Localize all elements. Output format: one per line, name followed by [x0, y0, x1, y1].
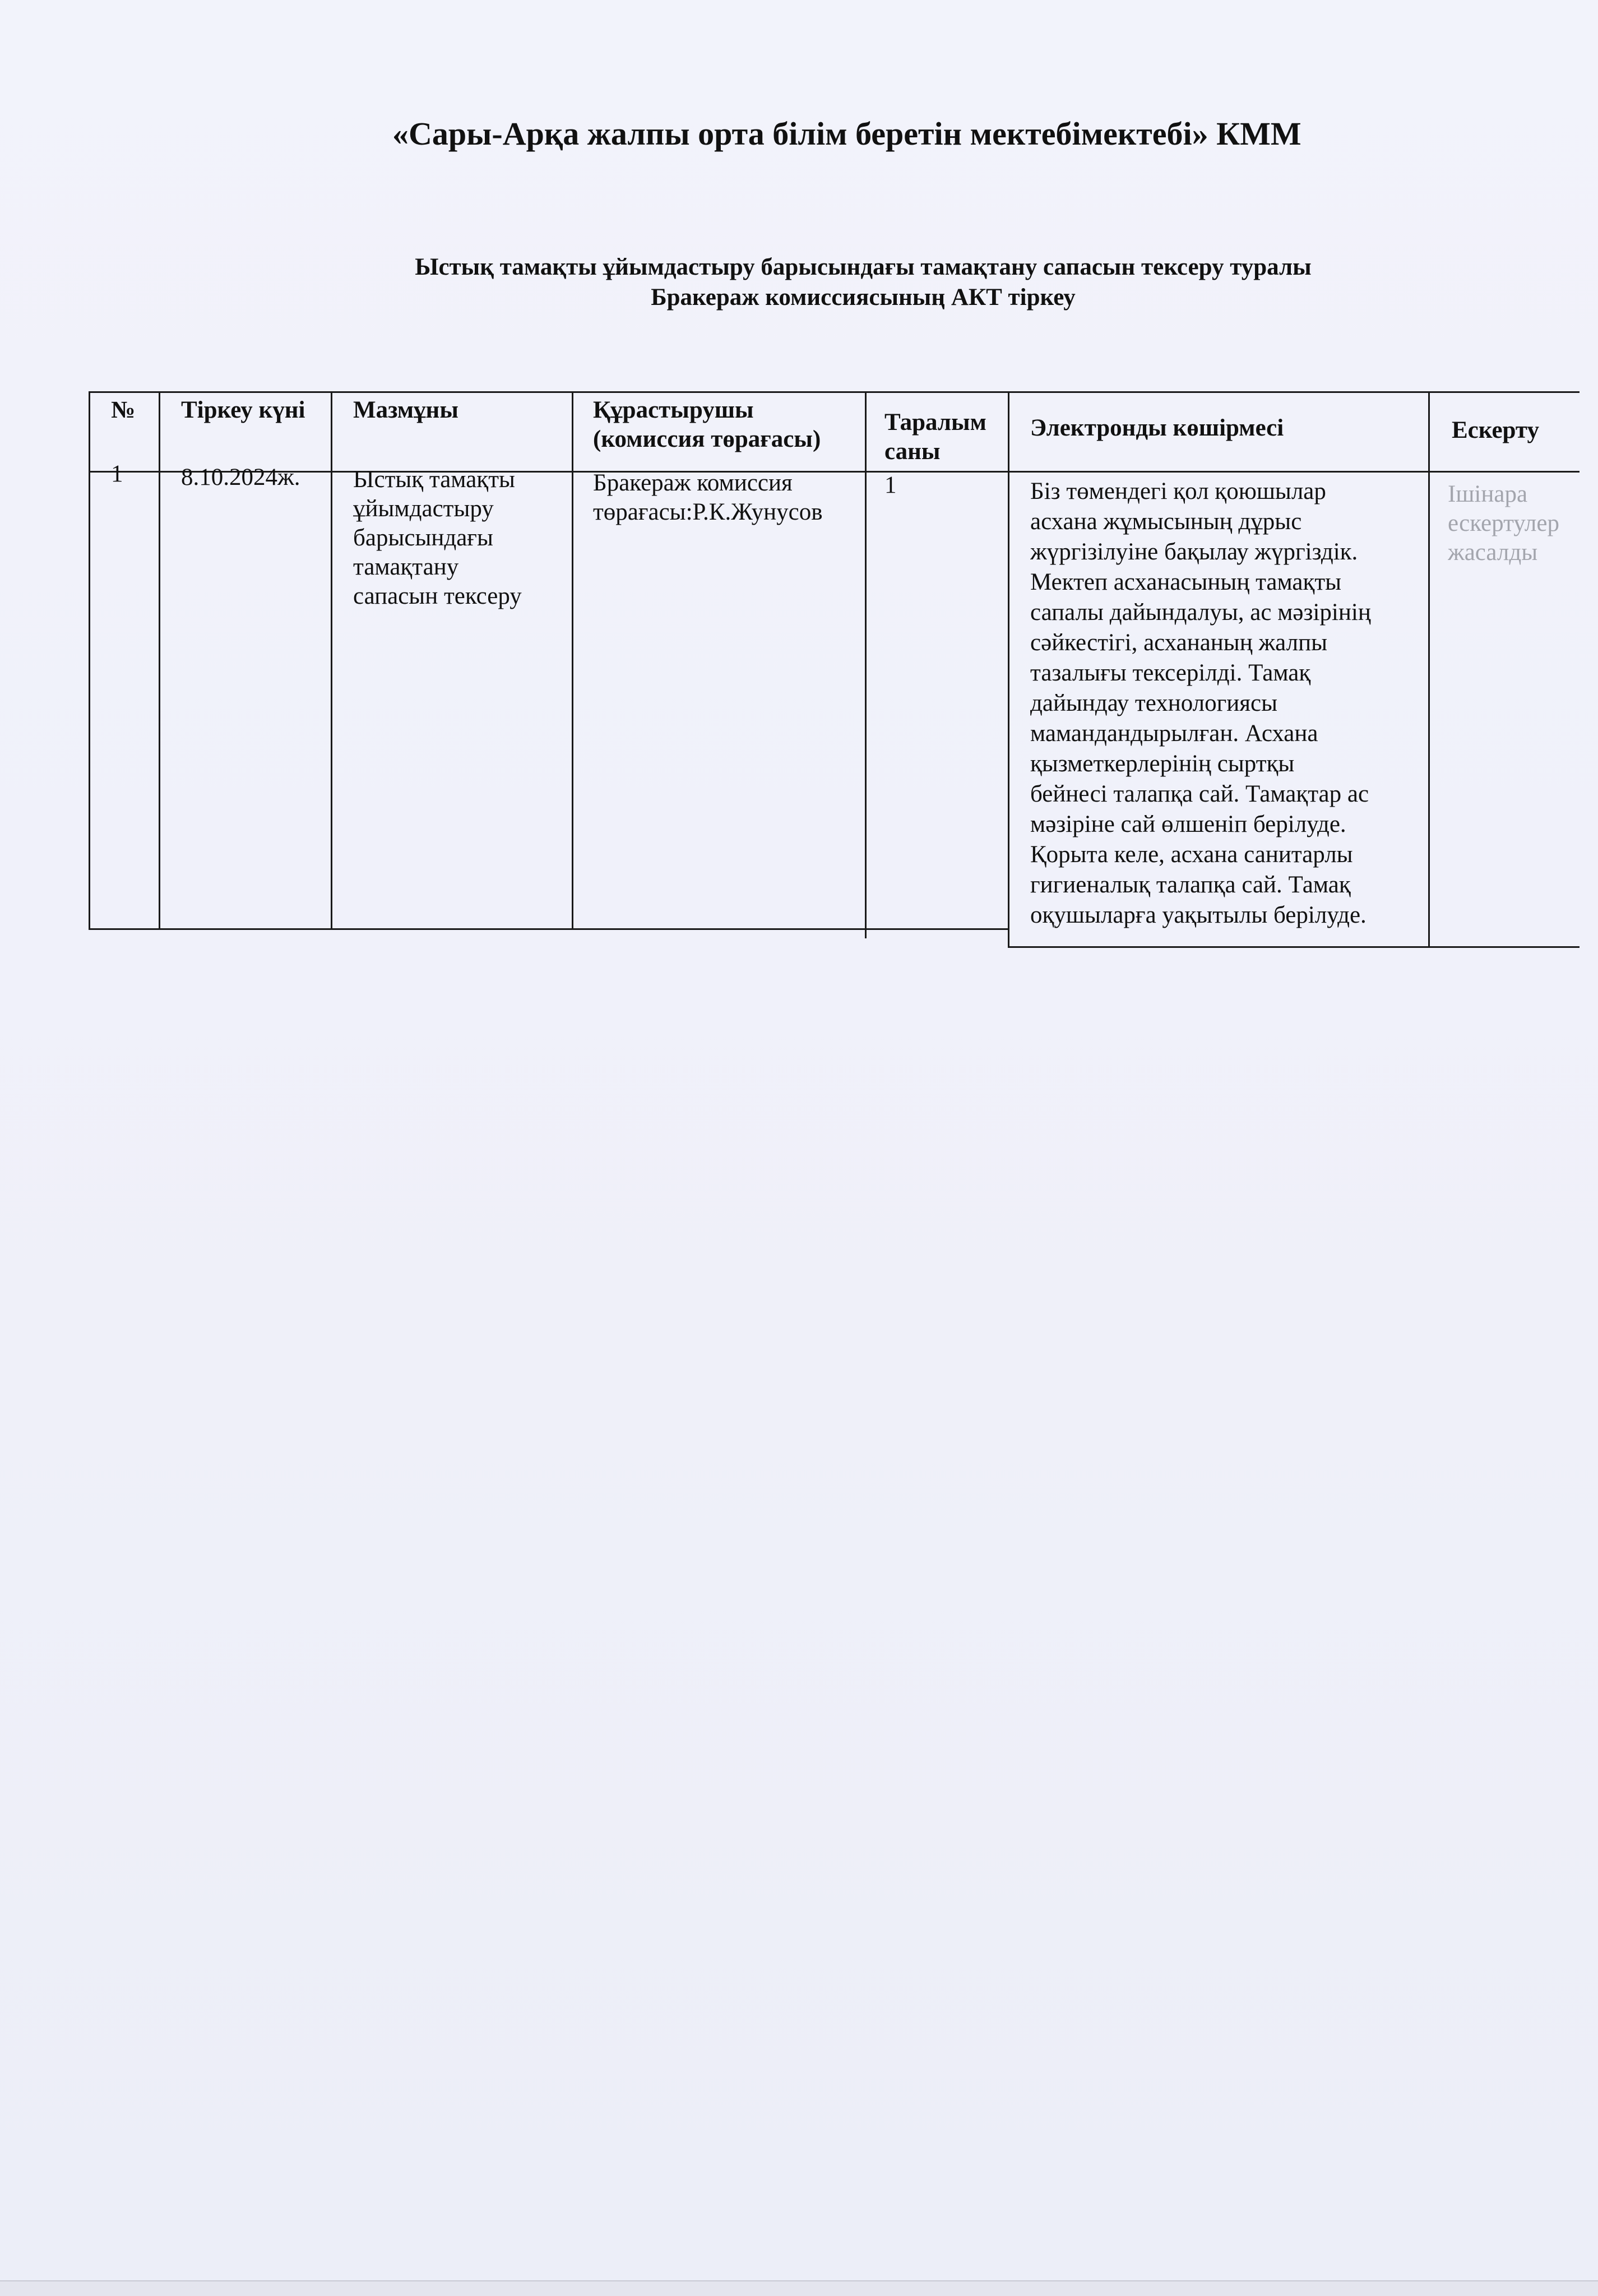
header-copies-line-1: Таралым: [884, 409, 986, 436]
row-1-author-line: төрағасы:Р.К.Жунусов: [593, 499, 823, 525]
col-divider-4: [865, 391, 867, 938]
row-1-copies: 1: [884, 472, 897, 498]
table-left-border: [89, 391, 90, 930]
col-divider-2: [331, 391, 332, 930]
col-divider-5: [1008, 391, 1009, 948]
row-1-note: [1448, 480, 1580, 567]
row-1-ecopy-line: оқушыларға уақытылы берілуде.: [1030, 902, 1367, 928]
table-top-border: [89, 391, 1580, 393]
row-1-note-line: Ішінара: [1448, 481, 1528, 507]
table-bottom-border-right: [1008, 946, 1580, 948]
organization-title: «Сары-Арқа жалпы орта білім беретін мектебімектебі» КММ: [392, 115, 1301, 152]
row-1-number: 1: [111, 461, 123, 487]
header-author-line-2: (комиссия төрағасы): [593, 426, 821, 452]
col-divider-1: [159, 391, 160, 930]
row-1-ecopy-line: қызметкерлерінің сыртқы: [1030, 751, 1295, 777]
row-1-note-line: жасалды: [1448, 539, 1538, 566]
act-title-line-2: Бракераж комиссиясының АКТ тіркеу: [651, 284, 1076, 311]
act-title: [314, 252, 1412, 313]
row-1-note-line: ескертулер: [1448, 510, 1559, 536]
header-content: Мазмұны: [353, 397, 458, 423]
row-1-ecopy-line: бейнесі талапқа сай. Тамақтар ас: [1030, 781, 1369, 807]
row-1-ecopy-line: Мектеп асханасының тамақты: [1030, 569, 1342, 595]
header-electronic-copy: Электронды көшірмесі: [1030, 415, 1284, 441]
row-1-content-line: ұйымдастыру: [353, 496, 494, 522]
row-1-author-line: Бракераж комиссия: [593, 470, 793, 496]
row-1-content-line: сапасын тексеру: [353, 583, 522, 609]
row-1-ecopy-line: дайындау технологиясы: [1030, 690, 1278, 716]
header-copies-line-2: саны: [884, 438, 941, 465]
header-copies: [884, 408, 1008, 466]
row-1-ecopy-line: сәйкестігі, асхананың жалпы: [1030, 629, 1327, 656]
row-1-ecopy-line: мәзіріне сай өлшеніп берілуде.: [1030, 811, 1346, 837]
header-registration-date: Тіркеу күні: [181, 397, 305, 423]
row-1-ecopy-line: мамандандырылған. Асхана: [1030, 720, 1318, 747]
registration-table: [89, 391, 1580, 947]
row-1-ecopy-line: Қорыта келе, асхана санитарлы: [1030, 841, 1353, 868]
row-1-author: [593, 469, 862, 527]
header-author: [593, 396, 862, 454]
scanner-bottom-edge: [0, 2280, 1598, 2296]
header-note: Ескерту: [1452, 417, 1539, 443]
row-1-ecopy-line: Біз төмендегі қол қоюшылар: [1030, 478, 1326, 504]
row-1-content-line: тамақтану: [353, 554, 459, 580]
row-1-ecopy-line: тазалығы тексерілді. Тамақ: [1030, 660, 1311, 686]
row-1-date: 8.10.2024ж.: [181, 464, 300, 490]
row-1-ecopy-line: жүргізілуіне бақылау жүргіздік.: [1030, 539, 1358, 565]
row-1-ecopy-line: асхана жұмысының дұрыс: [1030, 508, 1302, 535]
act-title-line-1: Ыстық тамақты ұйымдастыру барысындағы тамақтану сапасын тексеру туралы: [415, 254, 1312, 280]
row-1-ecopy-line: сапалы дайындалуы, ас мәзірінің: [1030, 599, 1371, 626]
col-divider-6: [1428, 391, 1430, 948]
row-1-content: [353, 465, 569, 611]
row-1-electronic-copy: [1030, 476, 1428, 931]
row-1-content-line: Ыстық тамақты: [353, 466, 515, 493]
row-1-ecopy-line: гигиеналық талапқа сай. Тамақ: [1030, 872, 1351, 898]
header-author-line-1: Құрастырушы: [593, 397, 754, 423]
header-number: №: [111, 397, 136, 423]
row-1-content-line: барысындағы: [353, 525, 493, 551]
col-divider-3: [572, 391, 573, 930]
table-bottom-border-left: [89, 928, 1008, 930]
